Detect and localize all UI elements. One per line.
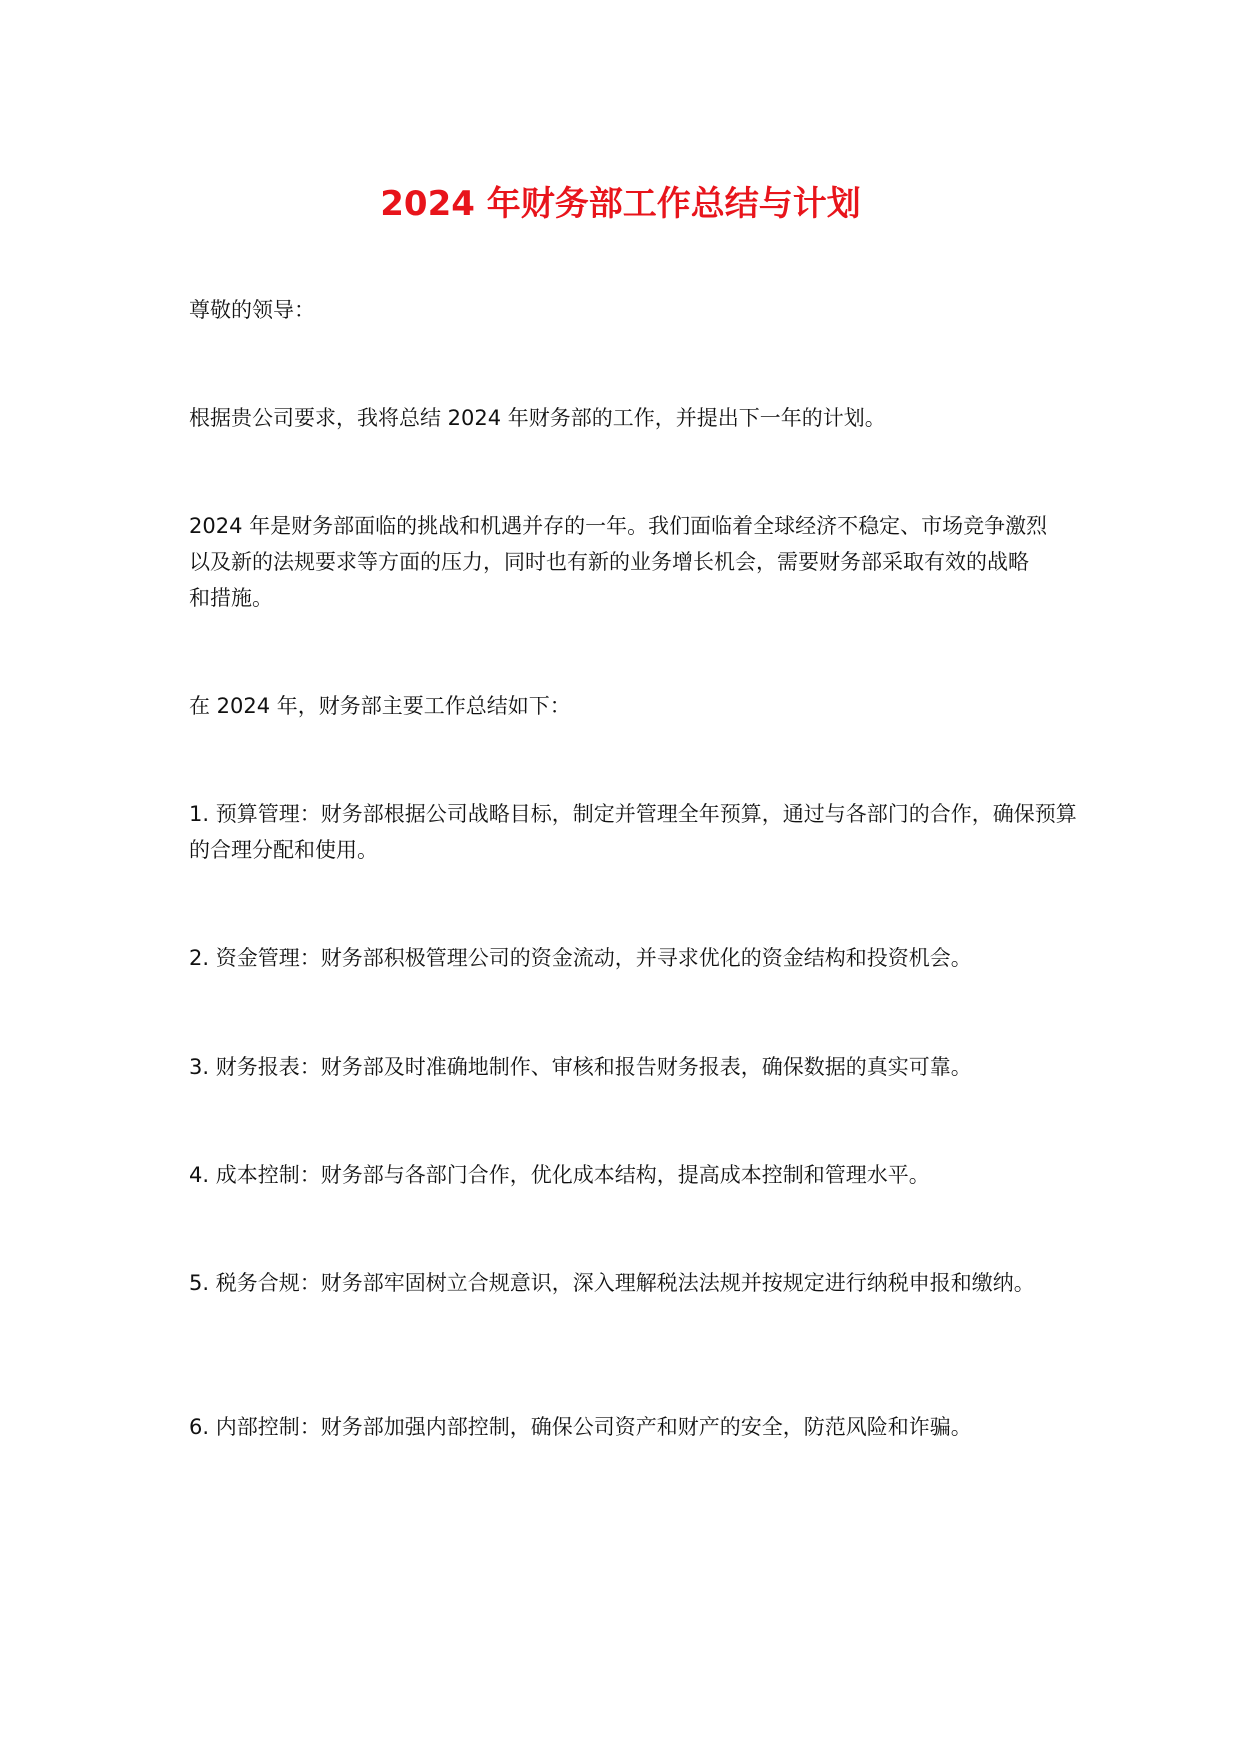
list-item-cost: 4. 成本控制：财务部与各部门合作，优化成本结构，提高成本控制和管理水平。 bbox=[189, 1163, 930, 1187]
list-item-budget: 1. 预算管理：财务部根据公司战略目标，制定并管理全年预算，通过与各部门的合作，确保预算的合理分配和使用。 bbox=[189, 802, 1077, 862]
list-item-funds: 2. 资金管理：财务部积极管理公司的资金流动，并寻求优化的资金结构和投资机会。 bbox=[189, 946, 972, 970]
list-item-tax: 5. 税务合规：财务部牢固树立合规意识，深入理解税法法规并按规定进行纳税申报和缴纳。 bbox=[189, 1271, 1035, 1295]
list-item-reports: 3. 财务报表：财务部及时准确地制作、审核和报告财务报表，确保数据的真实可靠。 bbox=[189, 1055, 972, 1079]
summary-intro: 在 2024 年，财务部主要工作总结如下： bbox=[189, 694, 571, 718]
list-item-internal-control: 6. 内部控制：财务部加强内部控制，确保公司资产和财产的安全，防范风险和诈骗。 bbox=[189, 1415, 972, 1439]
salutation: 尊敬的领导： bbox=[189, 298, 315, 322]
context-paragraph: 2024 年是财务部面临的挑战和机遇并存的一年。我们面临着全球经济不稳定、市场竞争激烈以及新的法规要求等方面的压力，同时也有新的业务增长机会，需要财务部采取有效的战略和措施。 bbox=[189, 514, 1048, 610]
intro-paragraph: 根据贵公司要求，我将总结 2024 年财务部的工作，并提出下一年的计划。 bbox=[189, 406, 886, 430]
document-title: 2024 年财务部工作总结与计划 bbox=[380, 184, 861, 224]
